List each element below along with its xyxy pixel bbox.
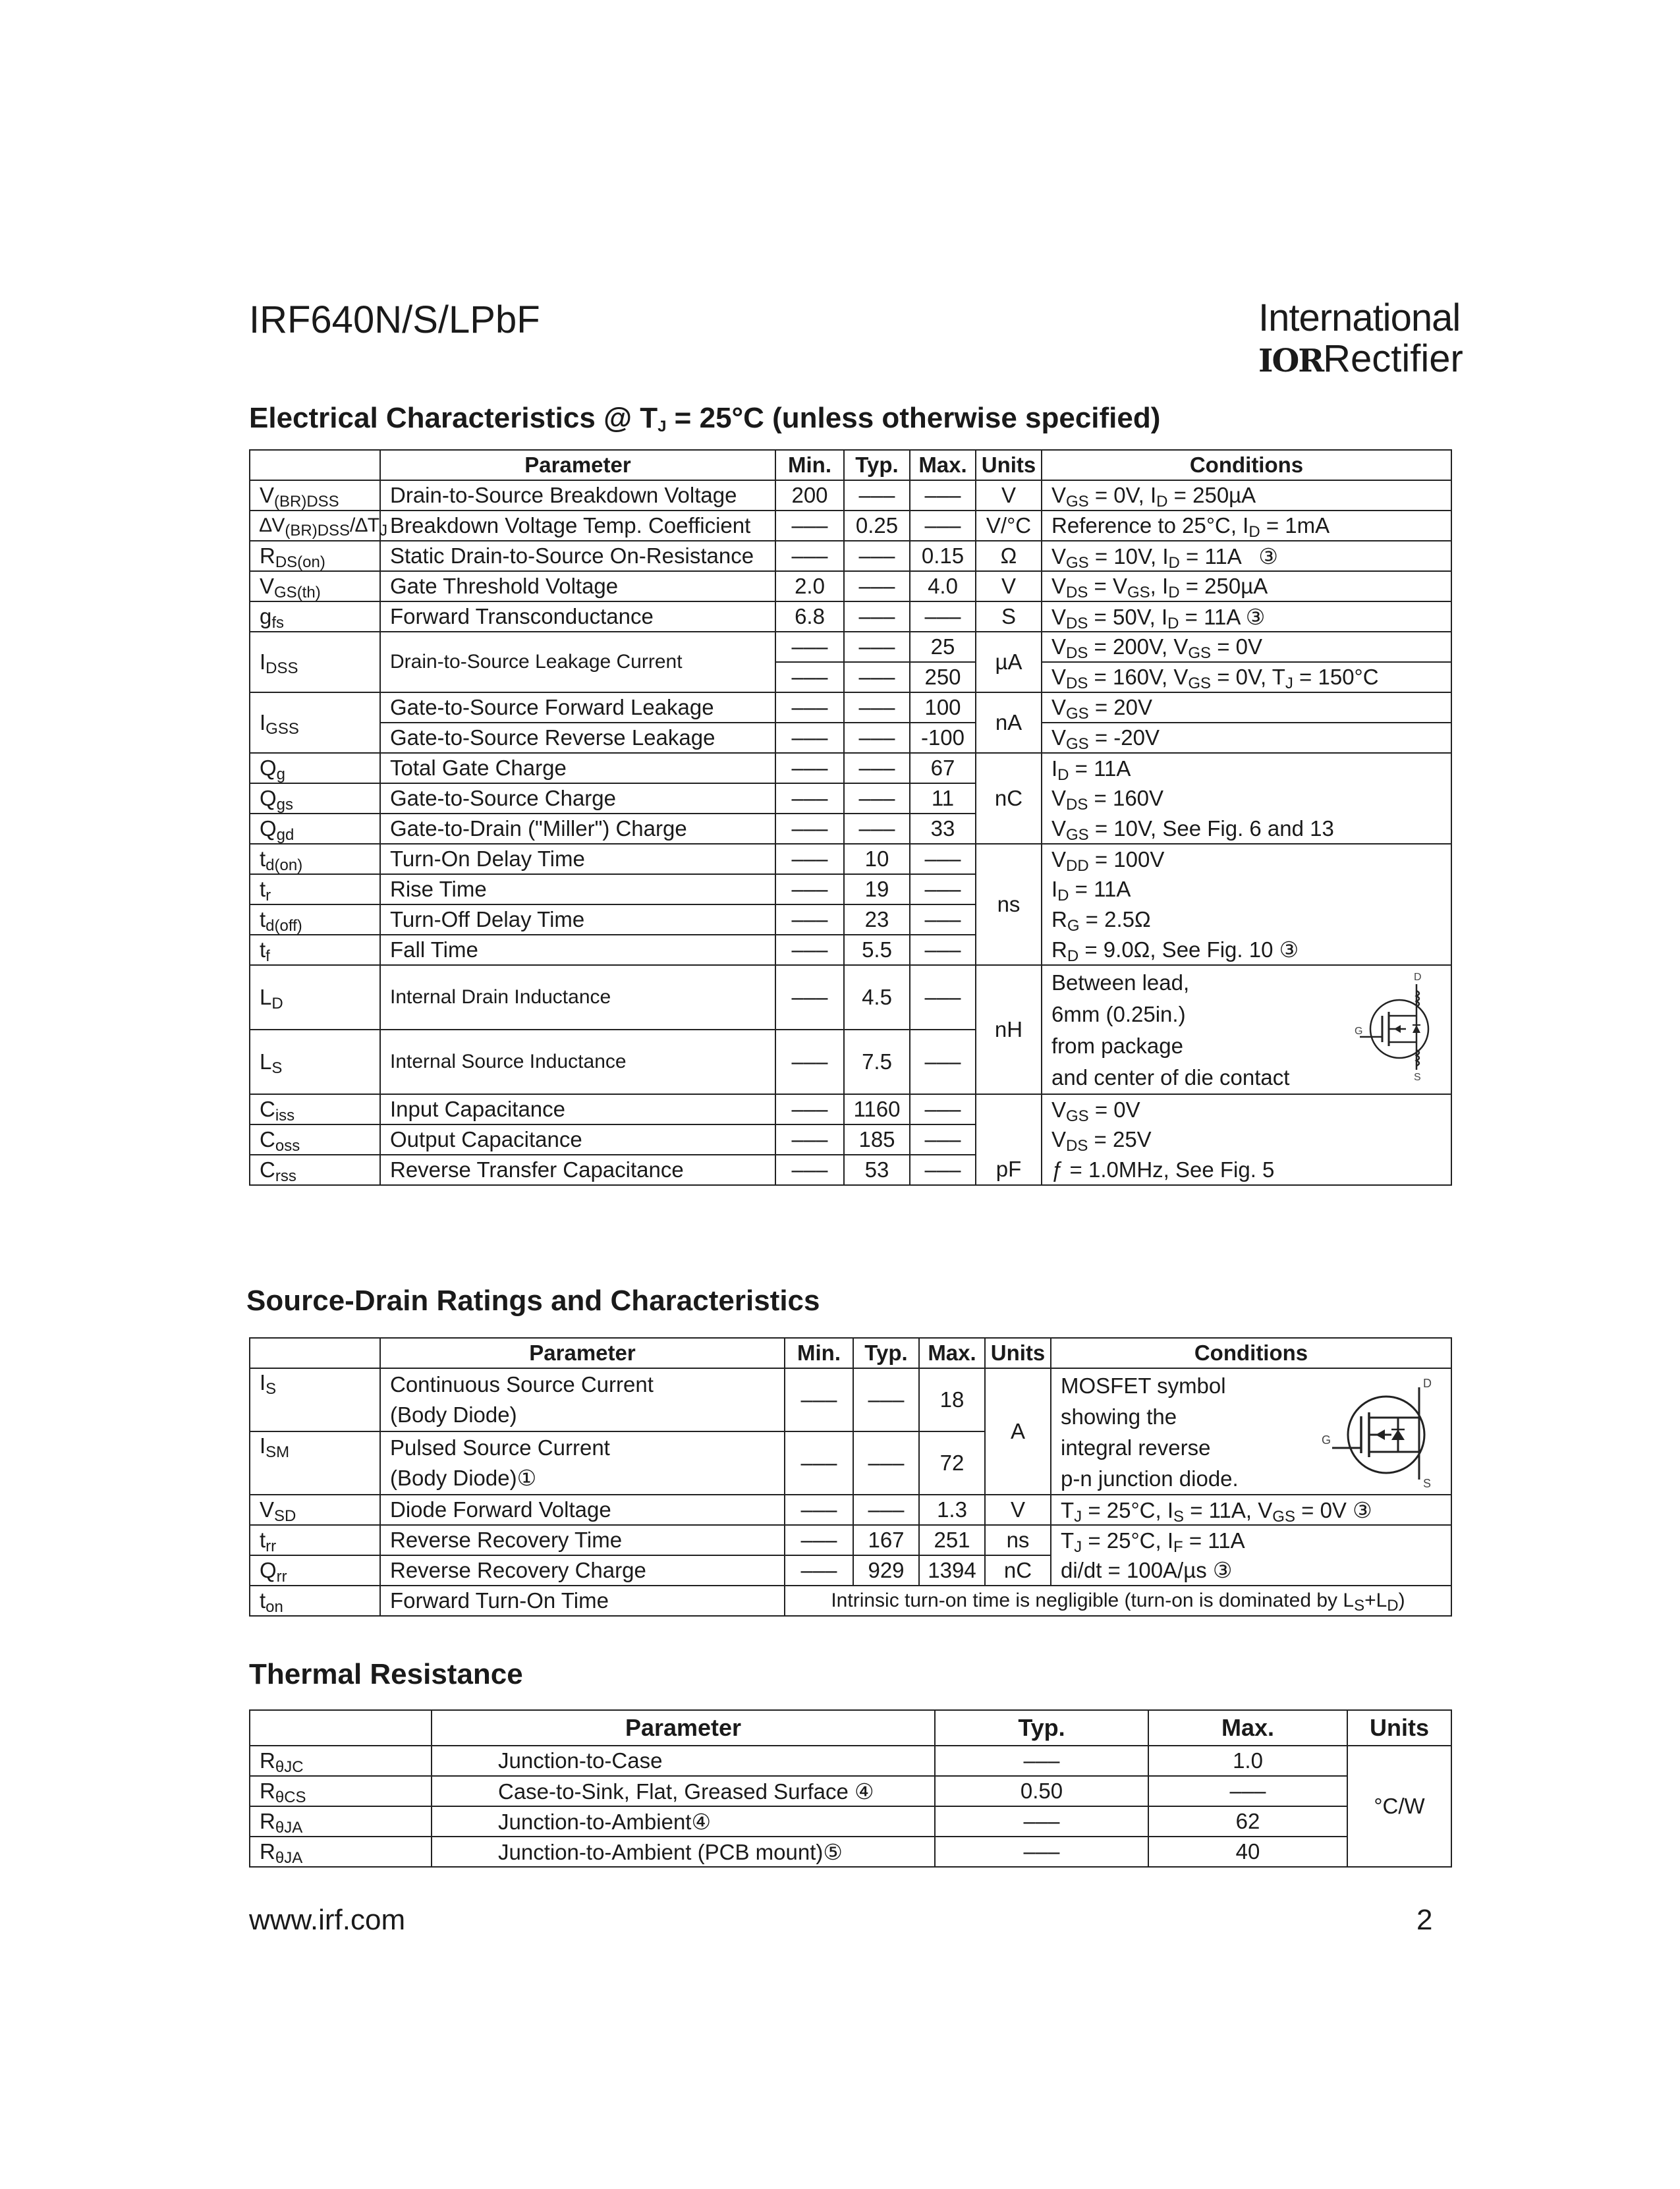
conditions-cell: $V_{GS} = 10V$, See Fig. 6 and 13 bbox=[1042, 814, 1451, 844]
typ-cell: 185 bbox=[844, 1124, 910, 1155]
table-row bbox=[250, 692, 1451, 723]
min-cell: ––– bbox=[775, 1030, 844, 1094]
parameter-cell: Drain-to-Source Leakage Current bbox=[380, 632, 775, 692]
typ-cell: 5.5 bbox=[844, 935, 910, 965]
max-cell: 1394 bbox=[919, 1555, 985, 1586]
min-cell: ––– bbox=[775, 692, 844, 723]
symbol-cell: $Q_{gd}$ bbox=[250, 814, 380, 844]
typ-cell: ––– bbox=[844, 632, 910, 662]
parameter-cell bbox=[380, 1368, 785, 1431]
parameter-cell: Gate-to-Source Forward Leakage bbox=[380, 692, 775, 723]
max-cell: 18 bbox=[919, 1368, 985, 1431]
symbol-cell: $I_S$ bbox=[250, 1368, 380, 1431]
table-row bbox=[250, 1806, 1451, 1837]
drain-label: D bbox=[1423, 1377, 1432, 1390]
cond-line: Between lead, bbox=[1051, 970, 1190, 995]
table-row bbox=[250, 874, 1451, 904]
units-cell: ns bbox=[976, 844, 1042, 965]
conditions-cell: $V_{DS} = 160V$ bbox=[1042, 783, 1451, 814]
max-cell: ––– bbox=[910, 601, 976, 632]
symbol-cell: $R_{DS(on)}$ bbox=[250, 541, 380, 571]
min-cell: ––– bbox=[775, 783, 844, 814]
typ-cell: ––– bbox=[844, 662, 910, 692]
typ-cell: ––– bbox=[853, 1495, 919, 1525]
conditions-cell: $V_{GS} = 10V$, $I_D = 11A$ ③ bbox=[1042, 541, 1451, 571]
typ-cell: 19 bbox=[844, 874, 910, 904]
table-row bbox=[250, 935, 1451, 965]
cond-line: and center of die contact bbox=[1051, 1065, 1290, 1090]
header-symbol bbox=[250, 1710, 432, 1746]
table-row bbox=[250, 1094, 1451, 1124]
min-cell: 200 bbox=[775, 480, 844, 511]
table-row bbox=[250, 1776, 1451, 1806]
cond-line: p-n junction diode. bbox=[1061, 1466, 1239, 1491]
table-row bbox=[250, 1495, 1451, 1525]
conditions-cell bbox=[1051, 1368, 1451, 1495]
symbol-cell: $t_{d(on)}$ bbox=[250, 844, 380, 874]
max-cell: ––– bbox=[910, 1094, 976, 1124]
units-cell: nH bbox=[976, 965, 1042, 1094]
parameter-cell: Turn-Off Delay Time bbox=[380, 904, 775, 935]
parameter-cell: Gate-to-Drain ("Miller") Charge bbox=[380, 814, 775, 844]
table-header-row bbox=[250, 1710, 1451, 1746]
electrical-characteristics-table bbox=[249, 449, 1452, 1186]
symbol-cell: $L_D$ bbox=[250, 965, 380, 1030]
symbol-cell: $R_{\theta CS}$ bbox=[250, 1776, 432, 1806]
table-row bbox=[250, 1837, 1451, 1867]
typ-cell: 7.5 bbox=[844, 1030, 910, 1094]
header-min: Min. bbox=[775, 450, 844, 480]
conditions-cell: $R_G = 2.5\Omega$ bbox=[1042, 904, 1451, 935]
min-cell: ––– bbox=[785, 1525, 853, 1555]
typ-cell: 929 bbox=[853, 1555, 919, 1586]
conditions-cell: $V_{DS} = 160V$, $V_{GS} = 0V$, $T_J = 150^\circ C$ bbox=[1042, 662, 1451, 692]
cond-line: from package bbox=[1051, 1034, 1183, 1058]
typ-cell: ––– bbox=[844, 814, 910, 844]
typ-cell: 23 bbox=[844, 904, 910, 935]
logo-line-2 bbox=[1258, 337, 1463, 381]
units-cell: nA bbox=[976, 692, 1042, 753]
min-cell: ––– bbox=[775, 541, 844, 571]
table-row bbox=[250, 1746, 1451, 1776]
parameter-cell: Case-to-Sink, Flat, Greased Surface ④ bbox=[432, 1776, 935, 1806]
thermal-resistance-table bbox=[249, 1709, 1452, 1868]
parameter-cell: Internal Drain Inductance bbox=[380, 965, 775, 1030]
logo-line-1: International bbox=[1258, 296, 1461, 339]
symbol-cell: $t_{on}$ bbox=[250, 1586, 380, 1616]
max-cell: 1.3 bbox=[919, 1495, 985, 1525]
electrical-characteristics-title bbox=[249, 402, 1160, 435]
max-cell: ––– bbox=[910, 904, 976, 935]
max-cell: 25 bbox=[910, 632, 976, 662]
max-cell: ––– bbox=[910, 1155, 976, 1185]
parameter-cell: Reverse Recovery Charge bbox=[380, 1555, 785, 1586]
parameter-cell: Rise Time bbox=[380, 874, 775, 904]
symbol-cell: $V_{SD}$ bbox=[250, 1495, 380, 1525]
cond-line: MOSFET symbol bbox=[1061, 1373, 1226, 1398]
ec-title-sub: J bbox=[658, 418, 667, 435]
typ-cell: ––– bbox=[935, 1837, 1148, 1867]
min-cell: ––– bbox=[775, 904, 844, 935]
units-cell: Ω bbox=[976, 541, 1042, 571]
company-logo bbox=[1258, 296, 1463, 381]
parameter-cell: Reverse Transfer Capacitance bbox=[380, 1155, 775, 1185]
table-header-row bbox=[250, 450, 1451, 480]
parameter-cell: Reverse Recovery Time bbox=[380, 1525, 785, 1555]
parameter-cell bbox=[380, 1431, 785, 1495]
conditions-cell: $T_J = 25^\circ C$, $I_S = 11A$, $V_{GS} = 0V$ ③ bbox=[1051, 1495, 1451, 1525]
min-cell: ––– bbox=[775, 1155, 844, 1185]
typ-cell: 0.25 bbox=[844, 511, 910, 541]
max-cell: 100 bbox=[910, 692, 976, 723]
parameter-cell: Breakdown Voltage Temp. Coefficient bbox=[380, 511, 775, 541]
logo-rectifier: Rectifier bbox=[1323, 337, 1463, 380]
param-line: Pulsed Source Current bbox=[390, 1435, 610, 1460]
max-cell: ––– bbox=[910, 511, 976, 541]
min-cell: ––– bbox=[775, 965, 844, 1030]
max-cell: 40 bbox=[1148, 1837, 1347, 1867]
table-row bbox=[250, 844, 1451, 874]
gate-label: G bbox=[1355, 1026, 1363, 1037]
table-row bbox=[250, 753, 1451, 783]
max-cell: ––– bbox=[910, 965, 976, 1030]
max-cell: 33 bbox=[910, 814, 976, 844]
parameter-cell: Diode Forward Voltage bbox=[380, 1495, 785, 1525]
max-cell: ––– bbox=[910, 844, 976, 874]
header-typ: Typ. bbox=[935, 1710, 1148, 1746]
min-cell: ––– bbox=[775, 935, 844, 965]
min-cell: ––– bbox=[775, 844, 844, 874]
min-cell: ––– bbox=[785, 1555, 853, 1586]
max-cell: ––– bbox=[1148, 1776, 1347, 1806]
mosfet-body-diode-symbol-icon bbox=[1320, 1374, 1439, 1493]
typ-cell: ––– bbox=[844, 783, 910, 814]
symbol-cell: $R_{\theta JC}$ bbox=[250, 1746, 432, 1776]
parameter-cell: Gate Threshold Voltage bbox=[380, 571, 775, 601]
typ-cell: 1160 bbox=[844, 1094, 910, 1124]
symbol-cell: $t_r$ bbox=[250, 874, 380, 904]
symbol-cell: $C_{rss}$ bbox=[250, 1155, 380, 1185]
footer-website-link[interactable]: www.irf.com bbox=[249, 1904, 406, 1936]
param-line: (Body Diode) bbox=[390, 1402, 517, 1427]
units-cell: µA bbox=[976, 632, 1042, 692]
conditions-cell: $R_D = 9.0\Omega$, See Fig. 10 ③ bbox=[1042, 935, 1451, 965]
table-row bbox=[250, 783, 1451, 814]
header-symbol bbox=[250, 450, 380, 480]
table-row bbox=[250, 1525, 1451, 1555]
drain-label: D bbox=[1414, 972, 1422, 983]
typ-cell: 4.5 bbox=[844, 965, 910, 1030]
min-cell: ––– bbox=[775, 814, 844, 844]
typ-cell: 53 bbox=[844, 1155, 910, 1185]
max-cell: 251 bbox=[919, 1525, 985, 1555]
symbol-cell: $I_{GSS}$ bbox=[250, 692, 380, 753]
conditions-cell: $V_{GS} = 0V$, $I_D = 250\mu A$ bbox=[1042, 480, 1451, 511]
conditions-cell: $V_{DS} = 25V$ bbox=[1042, 1124, 1451, 1155]
page-number: 2 bbox=[1416, 1904, 1433, 1936]
max-cell: ––– bbox=[910, 1030, 976, 1094]
cond-line: 6mm (0.25in.) bbox=[1051, 1002, 1186, 1026]
typ-cell: ––– bbox=[844, 601, 910, 632]
symbol-cell: $R_{\theta JA}$ bbox=[250, 1806, 432, 1837]
conditions-cell: $V_{DS} = V_{GS}$, $I_D = 250\mu A$ bbox=[1042, 571, 1451, 601]
parameter-cell: Gate-to-Source Reverse Leakage bbox=[380, 723, 775, 753]
typ-cell: ––– bbox=[844, 541, 910, 571]
conditions-cell: $T_J = 25^\circ C$, $I_F = 11A$ bbox=[1051, 1525, 1451, 1555]
table-row bbox=[250, 1368, 1451, 1431]
conditions-cell: Reference to 25°C, $I_D = 1mA$ bbox=[1042, 511, 1451, 541]
max-cell: 72 bbox=[919, 1431, 985, 1495]
conditions-cell: $V_{GS} = 0V$ bbox=[1042, 1094, 1451, 1124]
max-cell: 250 bbox=[910, 662, 976, 692]
header-typ: Typ. bbox=[853, 1338, 919, 1368]
table-row bbox=[250, 965, 1451, 1030]
units-cell: V bbox=[976, 571, 1042, 601]
parameter-cell: Forward Turn-On Time bbox=[380, 1586, 785, 1616]
header-parameter: Parameter bbox=[432, 1710, 935, 1746]
cond-line: integral reverse bbox=[1061, 1435, 1211, 1460]
parameter-cell: Gate-to-Source Charge bbox=[380, 783, 775, 814]
min-cell: ––– bbox=[775, 511, 844, 541]
conditions-cell: $V_{GS} = -20V$ bbox=[1042, 723, 1451, 753]
min-cell: ––– bbox=[785, 1431, 853, 1495]
parameter-cell: Output Capacitance bbox=[380, 1124, 775, 1155]
table-row bbox=[250, 632, 1451, 662]
min-cell: ––– bbox=[785, 1368, 853, 1431]
conditions-cell: $V_{DS} = 50V$, $I_D = 11A$ ③ bbox=[1042, 601, 1451, 632]
symbol-cell: $C_{oss}$ bbox=[250, 1124, 380, 1155]
typ-cell: ––– bbox=[844, 571, 910, 601]
max-cell: 0.15 bbox=[910, 541, 976, 571]
conditions-cell: $V_{GS} = 20V$ bbox=[1042, 692, 1451, 723]
table-row bbox=[250, 601, 1451, 632]
symbol-cell: $t_{d(off)}$ bbox=[250, 904, 380, 935]
min-cell: 6.8 bbox=[775, 601, 844, 632]
source-label: S bbox=[1414, 1072, 1421, 1083]
max-cell: ––– bbox=[910, 480, 976, 511]
max-cell: ––– bbox=[910, 874, 976, 904]
min-cell: ––– bbox=[775, 753, 844, 783]
parameter-cell: Junction-to-Ambient④ bbox=[432, 1806, 935, 1837]
ec-title-a: Electrical Characteristics @ T bbox=[249, 402, 658, 434]
header-parameter: Parameter bbox=[380, 450, 775, 480]
cond-line: showing the bbox=[1061, 1404, 1177, 1429]
max-cell: -100 bbox=[910, 723, 976, 753]
parameter-cell: Junction-to-Case bbox=[432, 1746, 935, 1776]
symbol-cell: $L_S$ bbox=[250, 1030, 380, 1094]
parameter-cell: Drain-to-Source Breakdown Voltage bbox=[380, 480, 775, 511]
min-cell: ––– bbox=[775, 1124, 844, 1155]
typ-cell: ––– bbox=[844, 753, 910, 783]
header-units: Units bbox=[976, 450, 1042, 480]
conditions-cell: $V_{DD} = 100V$ bbox=[1042, 844, 1451, 874]
typ-cell: ––– bbox=[844, 723, 910, 753]
table-row bbox=[250, 814, 1451, 844]
symbol-cell: $Q_g$ bbox=[250, 753, 380, 783]
typ-cell: 10 bbox=[844, 844, 910, 874]
header-parameter: Parameter bbox=[380, 1338, 785, 1368]
max-cell: 67 bbox=[910, 753, 976, 783]
header-units: Units bbox=[1347, 1710, 1451, 1746]
symbol-cell: $Q_{rr}$ bbox=[250, 1555, 380, 1586]
max-cell: 11 bbox=[910, 783, 976, 814]
symbol-cell: $C_{iss}$ bbox=[250, 1094, 380, 1124]
units-cell: A bbox=[985, 1368, 1051, 1495]
conditions-cell bbox=[1042, 965, 1451, 1094]
conditions-cell: $I_D = 11A$ bbox=[1042, 874, 1451, 904]
units-cell: pF bbox=[976, 1094, 1042, 1185]
typ-cell: ––– bbox=[853, 1368, 919, 1431]
header-units: Units bbox=[985, 1338, 1051, 1368]
table-row bbox=[250, 1155, 1451, 1185]
conditions-cell: $V_{DS} = 200V$, $V_{GS} = 0V$ bbox=[1042, 632, 1451, 662]
min-cell: ––– bbox=[775, 1094, 844, 1124]
ec-title-b: = 25°C (unless otherwise specified) bbox=[666, 402, 1161, 434]
symbol-cell: $R_{\theta JA}$ bbox=[250, 1837, 432, 1867]
max-cell: ––– bbox=[910, 935, 976, 965]
units-cell: ns bbox=[985, 1525, 1051, 1555]
conditions-cell: di/dt = 100A/µs ③ bbox=[1051, 1555, 1451, 1586]
thermal-resistance-title: Thermal Resistance bbox=[249, 1658, 523, 1690]
conditions-cell: Intrinsic turn-on time is negligible (turn-on is dominated by $L_S+L_D$) bbox=[785, 1586, 1451, 1616]
logo-ior-mark: IOR bbox=[1258, 343, 1324, 379]
header-max: Max. bbox=[1148, 1710, 1347, 1746]
typ-cell: 0.50 bbox=[935, 1776, 1148, 1806]
header-max: Max. bbox=[910, 450, 976, 480]
units-cell: V/°C bbox=[976, 511, 1042, 541]
parameter-cell: Total Gate Charge bbox=[380, 753, 775, 783]
units-cell: S bbox=[976, 601, 1042, 632]
symbol-cell: $g_{fs}$ bbox=[250, 601, 380, 632]
conditions-cell: $I_D = 11A$ bbox=[1042, 753, 1451, 783]
units-cell: V bbox=[976, 480, 1042, 511]
units-cell: nC bbox=[976, 753, 1042, 844]
header-conditions: Conditions bbox=[1042, 450, 1451, 480]
max-cell: 62 bbox=[1148, 1806, 1347, 1837]
units-cell: V bbox=[985, 1495, 1051, 1525]
source-label: S bbox=[1423, 1477, 1432, 1490]
source-drain-table bbox=[249, 1337, 1452, 1617]
symbol-cell: $t_{rr}$ bbox=[250, 1525, 380, 1555]
symbol-cell: $V_{GS(th)}$ bbox=[250, 571, 380, 601]
min-cell: ––– bbox=[775, 662, 844, 692]
header-symbol bbox=[250, 1338, 380, 1368]
table-row bbox=[250, 571, 1451, 601]
header-max: Max. bbox=[919, 1338, 985, 1368]
units-cell: °C/W bbox=[1347, 1746, 1451, 1867]
typ-cell: ––– bbox=[844, 480, 910, 511]
parameter-cell: Turn-On Delay Time bbox=[380, 844, 775, 874]
parameter-cell: Static Drain-to-Source On-Resistance bbox=[380, 541, 775, 571]
typ-cell: ––– bbox=[935, 1746, 1148, 1776]
min-cell: ––– bbox=[785, 1495, 853, 1525]
typ-cell: 167 bbox=[853, 1525, 919, 1555]
min-cell: 2.0 bbox=[775, 571, 844, 601]
max-cell: 1.0 bbox=[1148, 1746, 1347, 1776]
part-number-title: IRF640N/S/LPbF bbox=[249, 298, 540, 341]
parameter-cell: Forward Transconductance bbox=[380, 601, 775, 632]
table-row bbox=[250, 904, 1451, 935]
symbol-cell: $\Delta V_{(BR)DSS}/\Delta T_J$ bbox=[250, 511, 380, 541]
header-min: Min. bbox=[785, 1338, 853, 1368]
header-typ: Typ. bbox=[844, 450, 910, 480]
table-row bbox=[250, 541, 1451, 571]
symbol-cell: $I_{DSS}$ bbox=[250, 632, 380, 692]
symbol-cell: $t_f$ bbox=[250, 935, 380, 965]
gate-label: G bbox=[1322, 1433, 1331, 1447]
table-header-row bbox=[250, 1338, 1451, 1368]
table-row bbox=[250, 1555, 1451, 1586]
table-row bbox=[250, 480, 1451, 511]
source-drain-title: Source-Drain Ratings and Characteristics bbox=[246, 1285, 820, 1317]
conditions-cell: ƒ = 1.0MHz, See Fig. 5 bbox=[1042, 1155, 1451, 1185]
table-row bbox=[250, 1586, 1451, 1616]
max-cell: ––– bbox=[910, 1124, 976, 1155]
symbol-cell: $Q_{gs}$ bbox=[250, 783, 380, 814]
table-row bbox=[250, 1124, 1451, 1155]
max-cell: 4.0 bbox=[910, 571, 976, 601]
parameter-cell: Junction-to-Ambient (PCB mount)⑤ bbox=[432, 1837, 935, 1867]
units-cell: nC bbox=[985, 1555, 1051, 1586]
parameter-cell: Fall Time bbox=[380, 935, 775, 965]
mosfet-inductance-symbol-icon bbox=[1353, 971, 1439, 1083]
parameter-cell: Internal Source Inductance bbox=[380, 1030, 775, 1094]
min-cell: ––– bbox=[775, 874, 844, 904]
min-cell: ––– bbox=[775, 632, 844, 662]
typ-cell: ––– bbox=[853, 1431, 919, 1495]
typ-cell: ––– bbox=[935, 1806, 1148, 1837]
param-line: Continuous Source Current bbox=[390, 1372, 654, 1397]
min-cell: ––– bbox=[775, 723, 844, 753]
typ-cell: ––– bbox=[844, 692, 910, 723]
table-row bbox=[250, 511, 1451, 541]
table-row bbox=[250, 723, 1451, 753]
param-line: (Body Diode)① bbox=[390, 1466, 537, 1490]
symbol-cell: $V_{(BR)DSS}$ bbox=[250, 480, 380, 511]
header-conditions: Conditions bbox=[1051, 1338, 1451, 1368]
parameter-cell: Input Capacitance bbox=[380, 1094, 775, 1124]
symbol-cell: $I_{SM}$ bbox=[250, 1431, 380, 1495]
